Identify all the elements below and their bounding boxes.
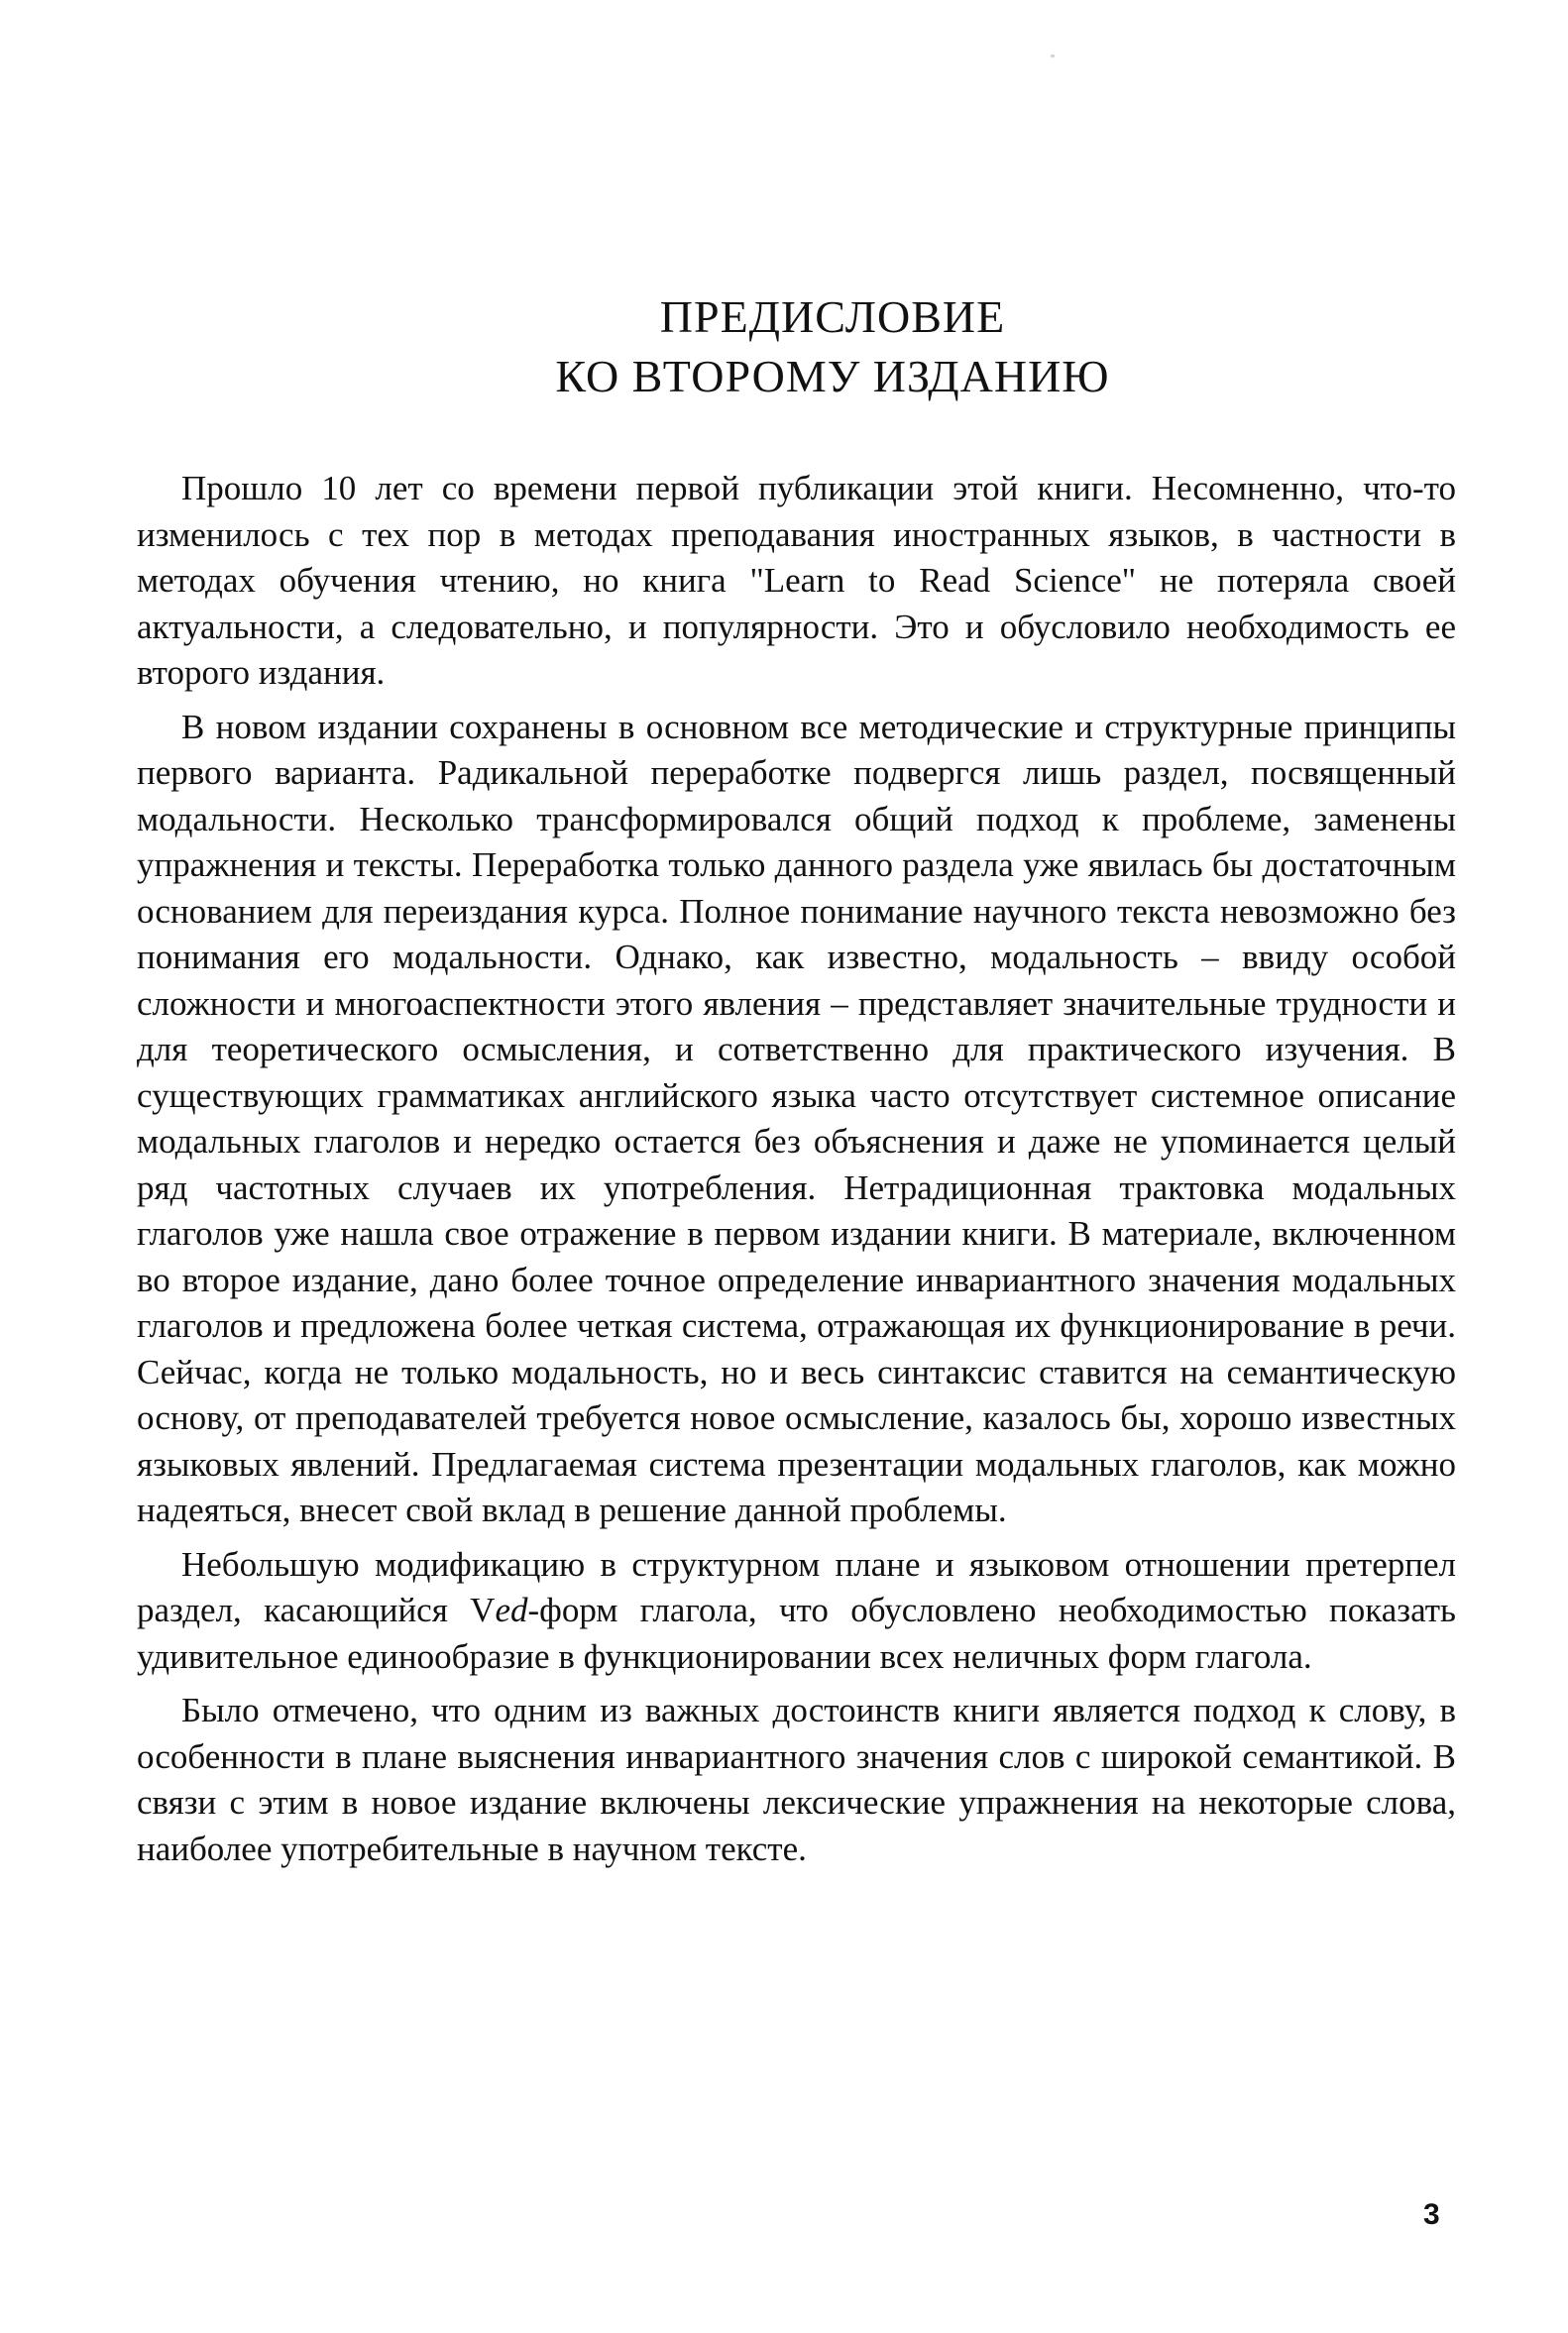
paragraph-3-italic: ed	[495, 1591, 528, 1629]
paragraph-3-start: Небольшую модификацию в структурном плане и языковом отношении претерпел раздел, касающийся V	[137, 1544, 1456, 1629]
paragraph-1: Прошло 10 лет со времени первой публикации этой книги. Несомненно, что-то изменилось с тех пор в методах преподавания иностранных языков, в частности в методах обучения чтению, но книга "Learn to Read Science" не потеряла своей актуальности, а следовательно, и популярности. Это и обусловило необходимость ее второго издания.	[137, 469, 1456, 692]
title-line-2: КО ВТОРОМУ ИЗДАНИЮ	[555, 351, 1110, 401]
preface-body	[137, 466, 1456, 1880]
paragraph-2: В новом издании сохранены в основном все методические и структурные принципы первого варианта. Радикальной переработке подвергся лишь раздел, посвященный модальности. Несколько трансформировался общий подход к проблеме, заменены упражнения и тексты. Переработка только данного раздела уже явилась бы достаточным основанием для переиздания курса. Полное понимание научного текста невозможно без понимания его модальности. Однако, как известно, модальность – ввиду особой сложности и многоаспектности этого явления – представляет значительные трудности и для теоретического осмысления, и сответственно для практического изучения. В существующих грамматиках английского языка часто отсутствует системное описание модальных глаголов и нередко остается без объяснения и даже не упоминается целый ряд частотных случаев их употребления. Нетрадиционная трактовка модальных глаголов уже нашла свое отражение в первом издании книги. В материале, включенном во второе издание, дано более точное определение инвариантного значения модальных глаголов и предложена более четкая система, отражающая их функционирование в речи. Сейчас, когда не только модальность, но и весь синтаксис ставится на семантическую основу, от преподавателей требуется новое осмысление, казалось бы, хорошо известных языковых явлений. Предлагаемая система презентации модальных глаголов, как можно надеяться, внесет свой вклад в решение данной проблемы.	[137, 707, 1456, 1529]
paragraph-3-end: -форм глагола, что обусловлено необходимостью показать удивительное единообразие в функционировании всех неличных форм глагола.	[137, 1591, 1457, 1676]
title-line-1: ПРЕДИСЛОВИЕ	[659, 291, 1006, 342]
page-number: 3	[1423, 2198, 1440, 2231]
scan-speck	[1051, 55, 1055, 57]
paragraph-4: Было отмечено, что одним из важных достоинств книги является подход к слову, в особенности в плане выяснения инвариантного значения слов с широкой семантикой. В связи с этим в новое издание включены лексические упражнения на некоторые слова, наиболее употребительные в научном тексте.	[137, 1691, 1456, 1868]
page-title	[0, 287, 1568, 406]
paragraph-3	[137, 1542, 1456, 1681]
